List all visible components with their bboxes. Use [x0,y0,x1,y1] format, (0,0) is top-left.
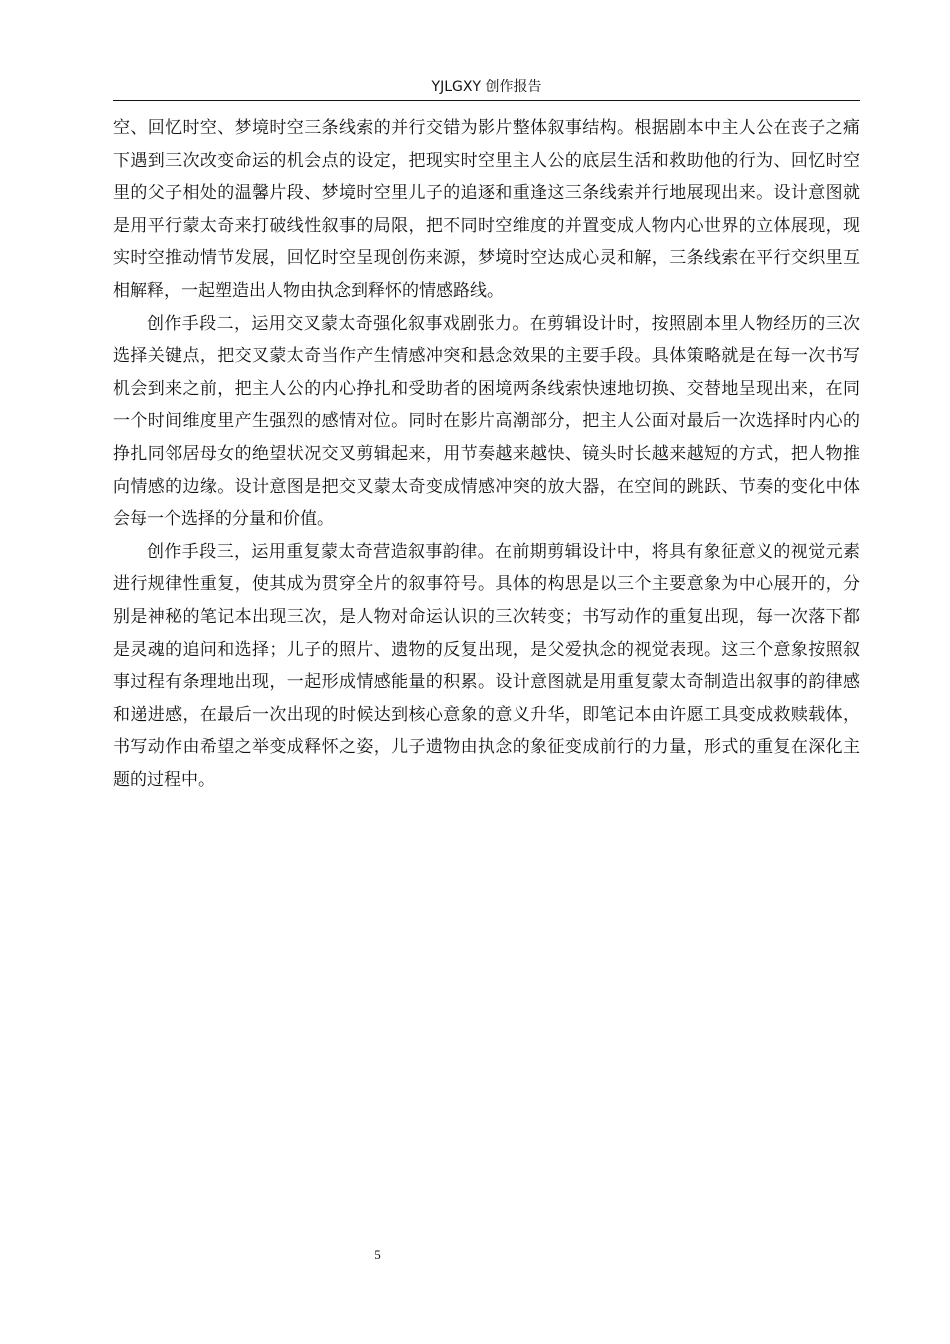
header-divider [113,100,860,101]
page-header-title: YJLGXY 创作报告 [431,79,542,95]
paragraph-1: 空、回忆时空、梦境时空三条线索的并行交错为影片整体叙事结构。根据剧本中主人公在丧子之痛下遇到三次改变命运的机会点的设定，把现实时空里主人公的底层生活和救助他的行为、回忆时空里的父子相处的温馨片段、梦境时空里儿子的追逐和重逢这三条线索并行地展现出来。设计意图就是用平行蒙太奇来打破线性叙事的局限，把不同时空维度的并置变成人物内心世界的立体展现，现实时空推动情节发展，回忆时空呈现创伤来源，梦境时空达成心灵和解，三条线索在平行交织里互相解释，一起塑造出人物由执念到释怀的情感路线。 [113,118,860,301]
paragraph-2: 创作手段二，运用交叉蒙太奇强化叙事戏剧张力。在剪辑设计时，按照剧本里人物经历的三次选择关键点，把交叉蒙太奇当作产生情感冲突和悬念效果的主要手段。具体策略就是在每一次书写机会到来之前，把主人公的内心挣扎和受助者的困境两条线索快速地切换、交替地呈现出来，在同一个时间维度里产生强烈的感情对位。同时在影片高潮部分，把主人公面对最后一次选择时内心的挣扎同邻居母女的绝望状况交叉剪辑起来，用节奏越来越快、镜头时长越来越短的方式，把人物推向情感的边缘。设计意图是把交叉蒙太奇变成情感冲突的放大器，在空间的跳跃、节奏的变化中体会每一个选择的分量和价值。 [113,313,860,530]
page-number: 5 [374,1247,381,1262]
paragraph-3: 创作手段三，运用重复蒙太奇营造叙事韵律。在前期剪辑设计中，将具有象征意义的视觉元素进行规律性重复，使其成为贯穿全片的叙事符号。具体的构思是以三个主要意象为中心展开的，分别是神秘的笔记本出现三次，是人物对命运认识的三次转变；书写动作的重复出现，每一次落下都是灵魂的追问和选择；儿子的照片、遗物的反复出现，是父爱执念的视觉表现。这三个意象按照叙事过程有条理地出现，一起形成情感能量的积累。设计意图就是用重复蒙太奇制造出叙事的韵律感和递进感，在最后一次出现的时候达到核心意象的意义升华，即笔记本由许愿工具变成救赎载体，书写动作由希望之举变成释怀之姿，儿子遗物由执念的象征变成前行的力量，形式的重复在深化主题的过程中。 [113,541,860,790]
document-body [113,112,860,796]
